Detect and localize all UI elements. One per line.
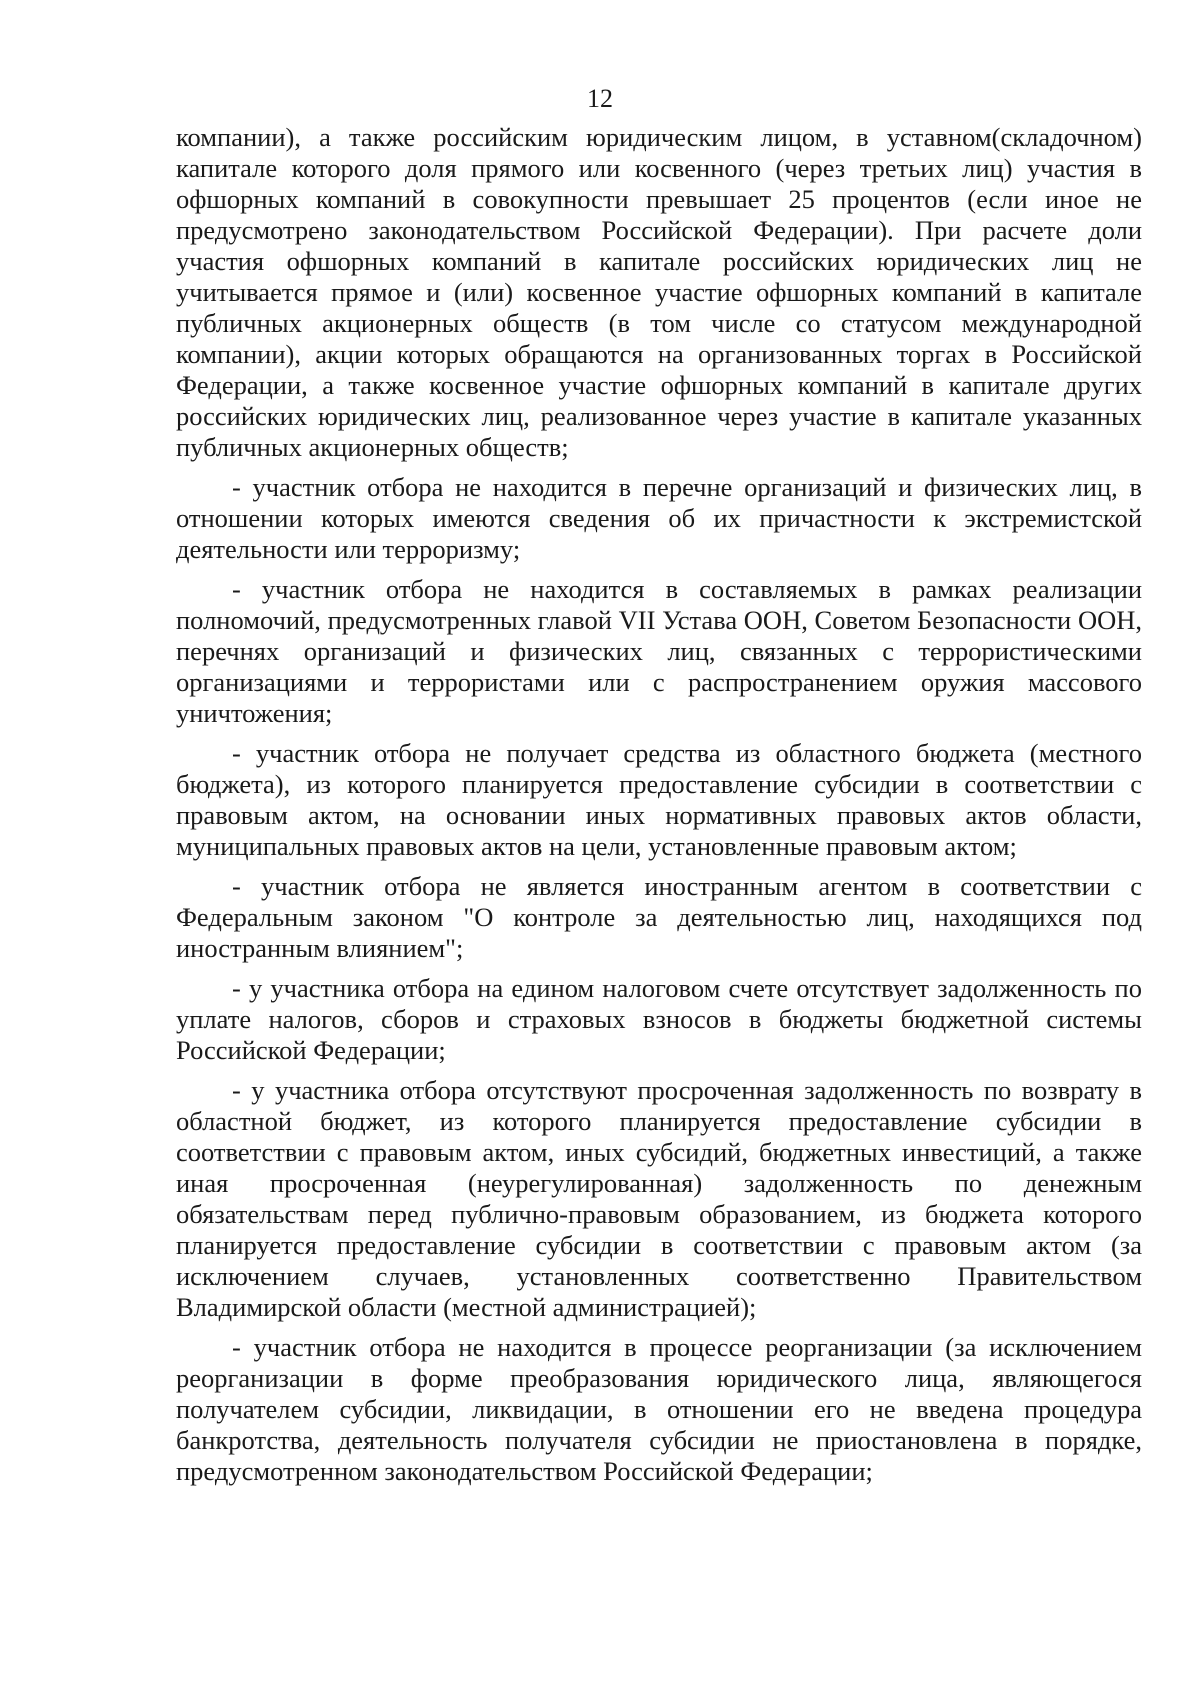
paragraph-un-sanctions-list: - участник отбора не находится в составляемых в рамках реализации полномочий, предусмотренных главой VII Устава ООН, Советом Безопасности ООН, перечнях организаций и физических лиц, связанных с террористическими организациями и террористами или с распространением оружия массового уничтожения;	[176, 574, 1142, 728]
paragraph-foreign-agent: - участник отбора не является иностранным агентом в соответствии с Федеральным законом "О контроле за деятельностью лиц, находящихся под иностранным влиянием";	[176, 871, 1142, 963]
paragraph-overdue-debt: - у участника отбора отсутствуют просроченная задолженность по возврату в областной бюджет, из которого планируется предоставление субсидии в соответствии с правовым актом, иных субсидий, бюджетных инвестиций, а также иная просроченная (неурегулированная) задолженность по денежным обязательствам перед публично-правовым образованием, из бюджета которого планируется предоставление субсидии в соответствии с правовым актом (за исключением случаев, установленных соответственно Правительством Владимирской области (местной администрацией);	[176, 1075, 1142, 1322]
paragraph-continuation: компании), а также российским юридическим лицом, в уставном(складочном) капитале которого доля прямого или косвенного (через третьих лиц) участия в офшорных компаний в совокупности превышает 25 процентов (если иное не предусмотрено законодательством Российской Федерации). При расчете доли участия офшорных компаний в капитале российских юридических лиц не учитывается прямое и (или) косвенное участие офшорных компаний в капитале публичных акционерных обществ (в том числе со статусом международной компании), акции которых обращаются на организованных торгах в Российской Федерации, а также косвенное участие офшорных компаний в капитале других российских юридических лиц, реализованное через участие в капитале указанных публичных акционерных обществ;	[176, 122, 1142, 462]
paragraph-budget-funds: - участник отбора не получает средства из областного бюджета (местного бюджета), из которого планируется предоставление субсидии в соответствии с правовым актом, на основании иных нормативных правовых актов области, муниципальных правовых актов на цели, установленные правовым актом;	[176, 738, 1142, 861]
document-body	[176, 122, 1142, 1496]
paragraph-reorganization: - участник отбора не находится в процессе реорганизации (за исключением реорганизации в форме преобразования юридического лица, являющегося получателем субсидии, ликвидации, в отношении его не введена процедура банкротства, деятельность получателя субсидии не приостановлена в порядке, предусмотренном законодательством Российской Федерации;	[176, 1332, 1142, 1486]
paragraph-tax-debt: - у участника отбора на едином налоговом счете отсутствует задолженность по уплате налогов, сборов и страховых взносов в бюджеты бюджетной системы Российской Федерации;	[176, 973, 1142, 1065]
page-number: 12	[587, 84, 613, 113]
paragraph-extremism-list: - участник отбора не находится в перечне организаций и физических лиц, в отношении которых имеются сведения об их причастности к экстремистской деятельности или терроризму;	[176, 472, 1142, 564]
